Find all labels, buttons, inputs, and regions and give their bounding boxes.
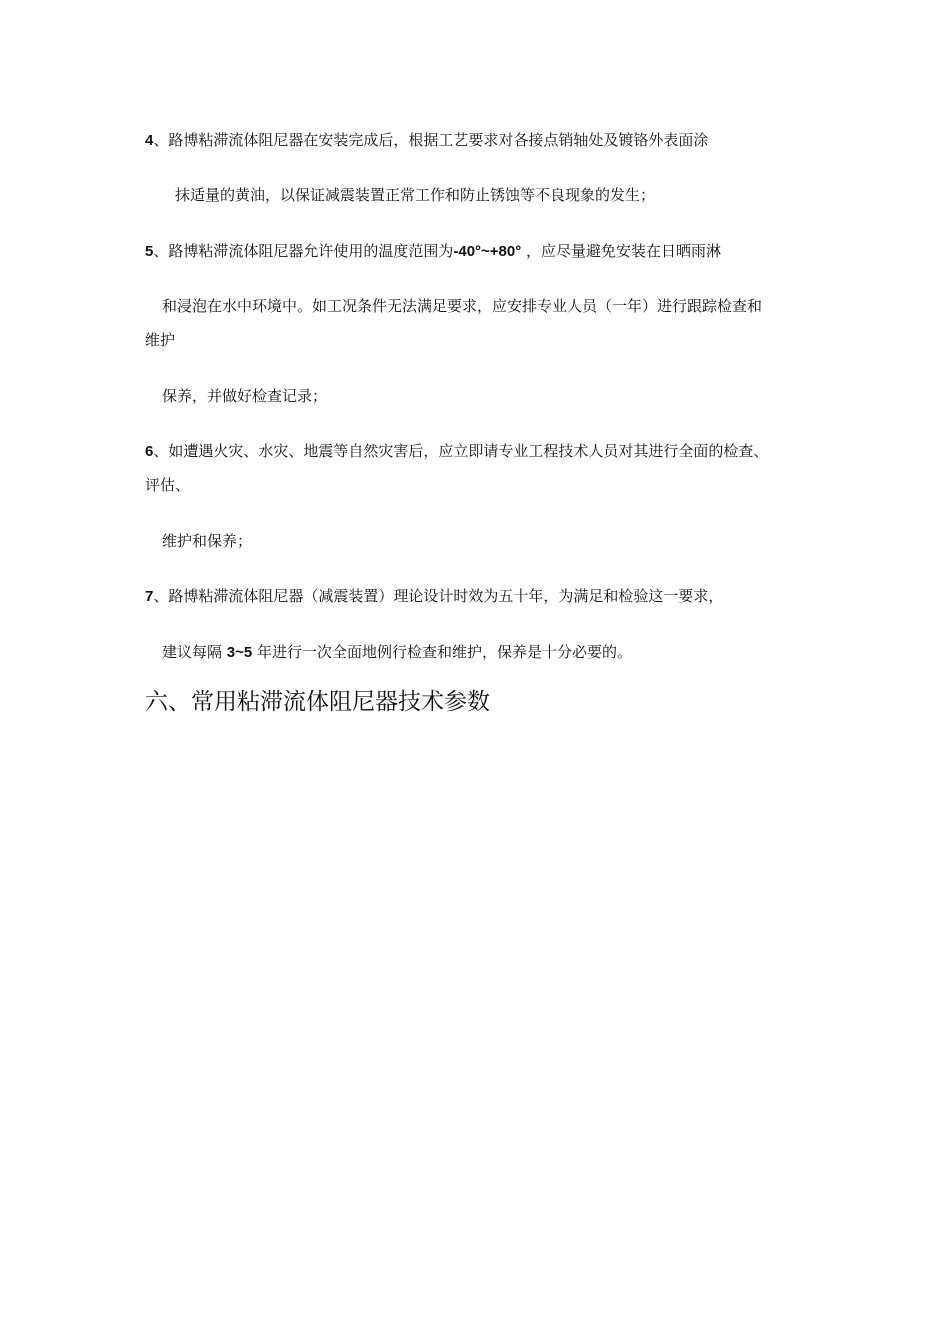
item-5-temperature-range: -40°~+80° bbox=[453, 243, 522, 260]
item-6-text-2: 评估、 bbox=[145, 476, 191, 494]
item-7-text-2-post: 年进行一次全面地例行检查和维护，保养是十分必要的。 bbox=[257, 643, 633, 661]
section-heading: 六、常用粘滞流体阻尼器技术参数 bbox=[145, 689, 490, 715]
item-7-text-1: 、路博粘滞流体阻尼器（减震装置）理论设计时效为五十年，为满足和检验这一要求， bbox=[153, 587, 724, 605]
item-5-line-1 bbox=[145, 242, 721, 261]
item-4-text-1: 、路博粘滞流体阻尼器在安装完成后，根据工艺要求对各接点销轴处及镀铬外表面涂 bbox=[153, 131, 709, 149]
item-6-line-3 bbox=[162, 532, 252, 550]
item-7-line-1 bbox=[145, 587, 723, 606]
item-5-text-2: 和浸泡在水中环境中。如工况条件无法满足要求，应安排专业人员（一年）进行跟踪检查和 bbox=[162, 297, 763, 315]
item-5-line-4 bbox=[162, 387, 327, 405]
item-5-text-1-post: ，应尽量避免安装在日晒雨淋 bbox=[526, 242, 722, 260]
item-6-line-1 bbox=[145, 442, 768, 461]
item-6-text-1: 、如遭遇火灾、水灾、地震等自然灾害后，应立即请专业工程技术人员对其进行全面的检查、 bbox=[153, 442, 769, 460]
item-5-line-2 bbox=[162, 297, 762, 315]
item-5-number: 5 bbox=[145, 243, 154, 260]
item-4-number: 4 bbox=[145, 132, 154, 149]
item-6-number: 6 bbox=[145, 443, 154, 460]
item-7-line-2 bbox=[162, 643, 632, 662]
item-5-text-4: 保养，并做好检查记录； bbox=[162, 387, 328, 405]
item-6-line-2 bbox=[145, 476, 190, 494]
item-5-text-1-pre: 、路博粘滞流体阻尼器允许使用的温度范围为 bbox=[153, 242, 454, 260]
item-7-text-2-pre: 建议每隔 bbox=[162, 643, 223, 661]
item-4-text-2: 抹适量的黄油，以保证减震装置正常工作和防止锈蚀等不良现象的发生； bbox=[175, 186, 656, 204]
item-7-number: 7 bbox=[145, 588, 154, 605]
item-5-line-3 bbox=[145, 331, 175, 349]
item-7-interval: 3~5 bbox=[226, 644, 253, 661]
item-4-line-1 bbox=[145, 131, 708, 150]
item-4-line-2 bbox=[175, 186, 655, 204]
item-6-text-3: 维护和保养； bbox=[162, 532, 253, 550]
item-5-text-3: 维护 bbox=[145, 331, 176, 349]
